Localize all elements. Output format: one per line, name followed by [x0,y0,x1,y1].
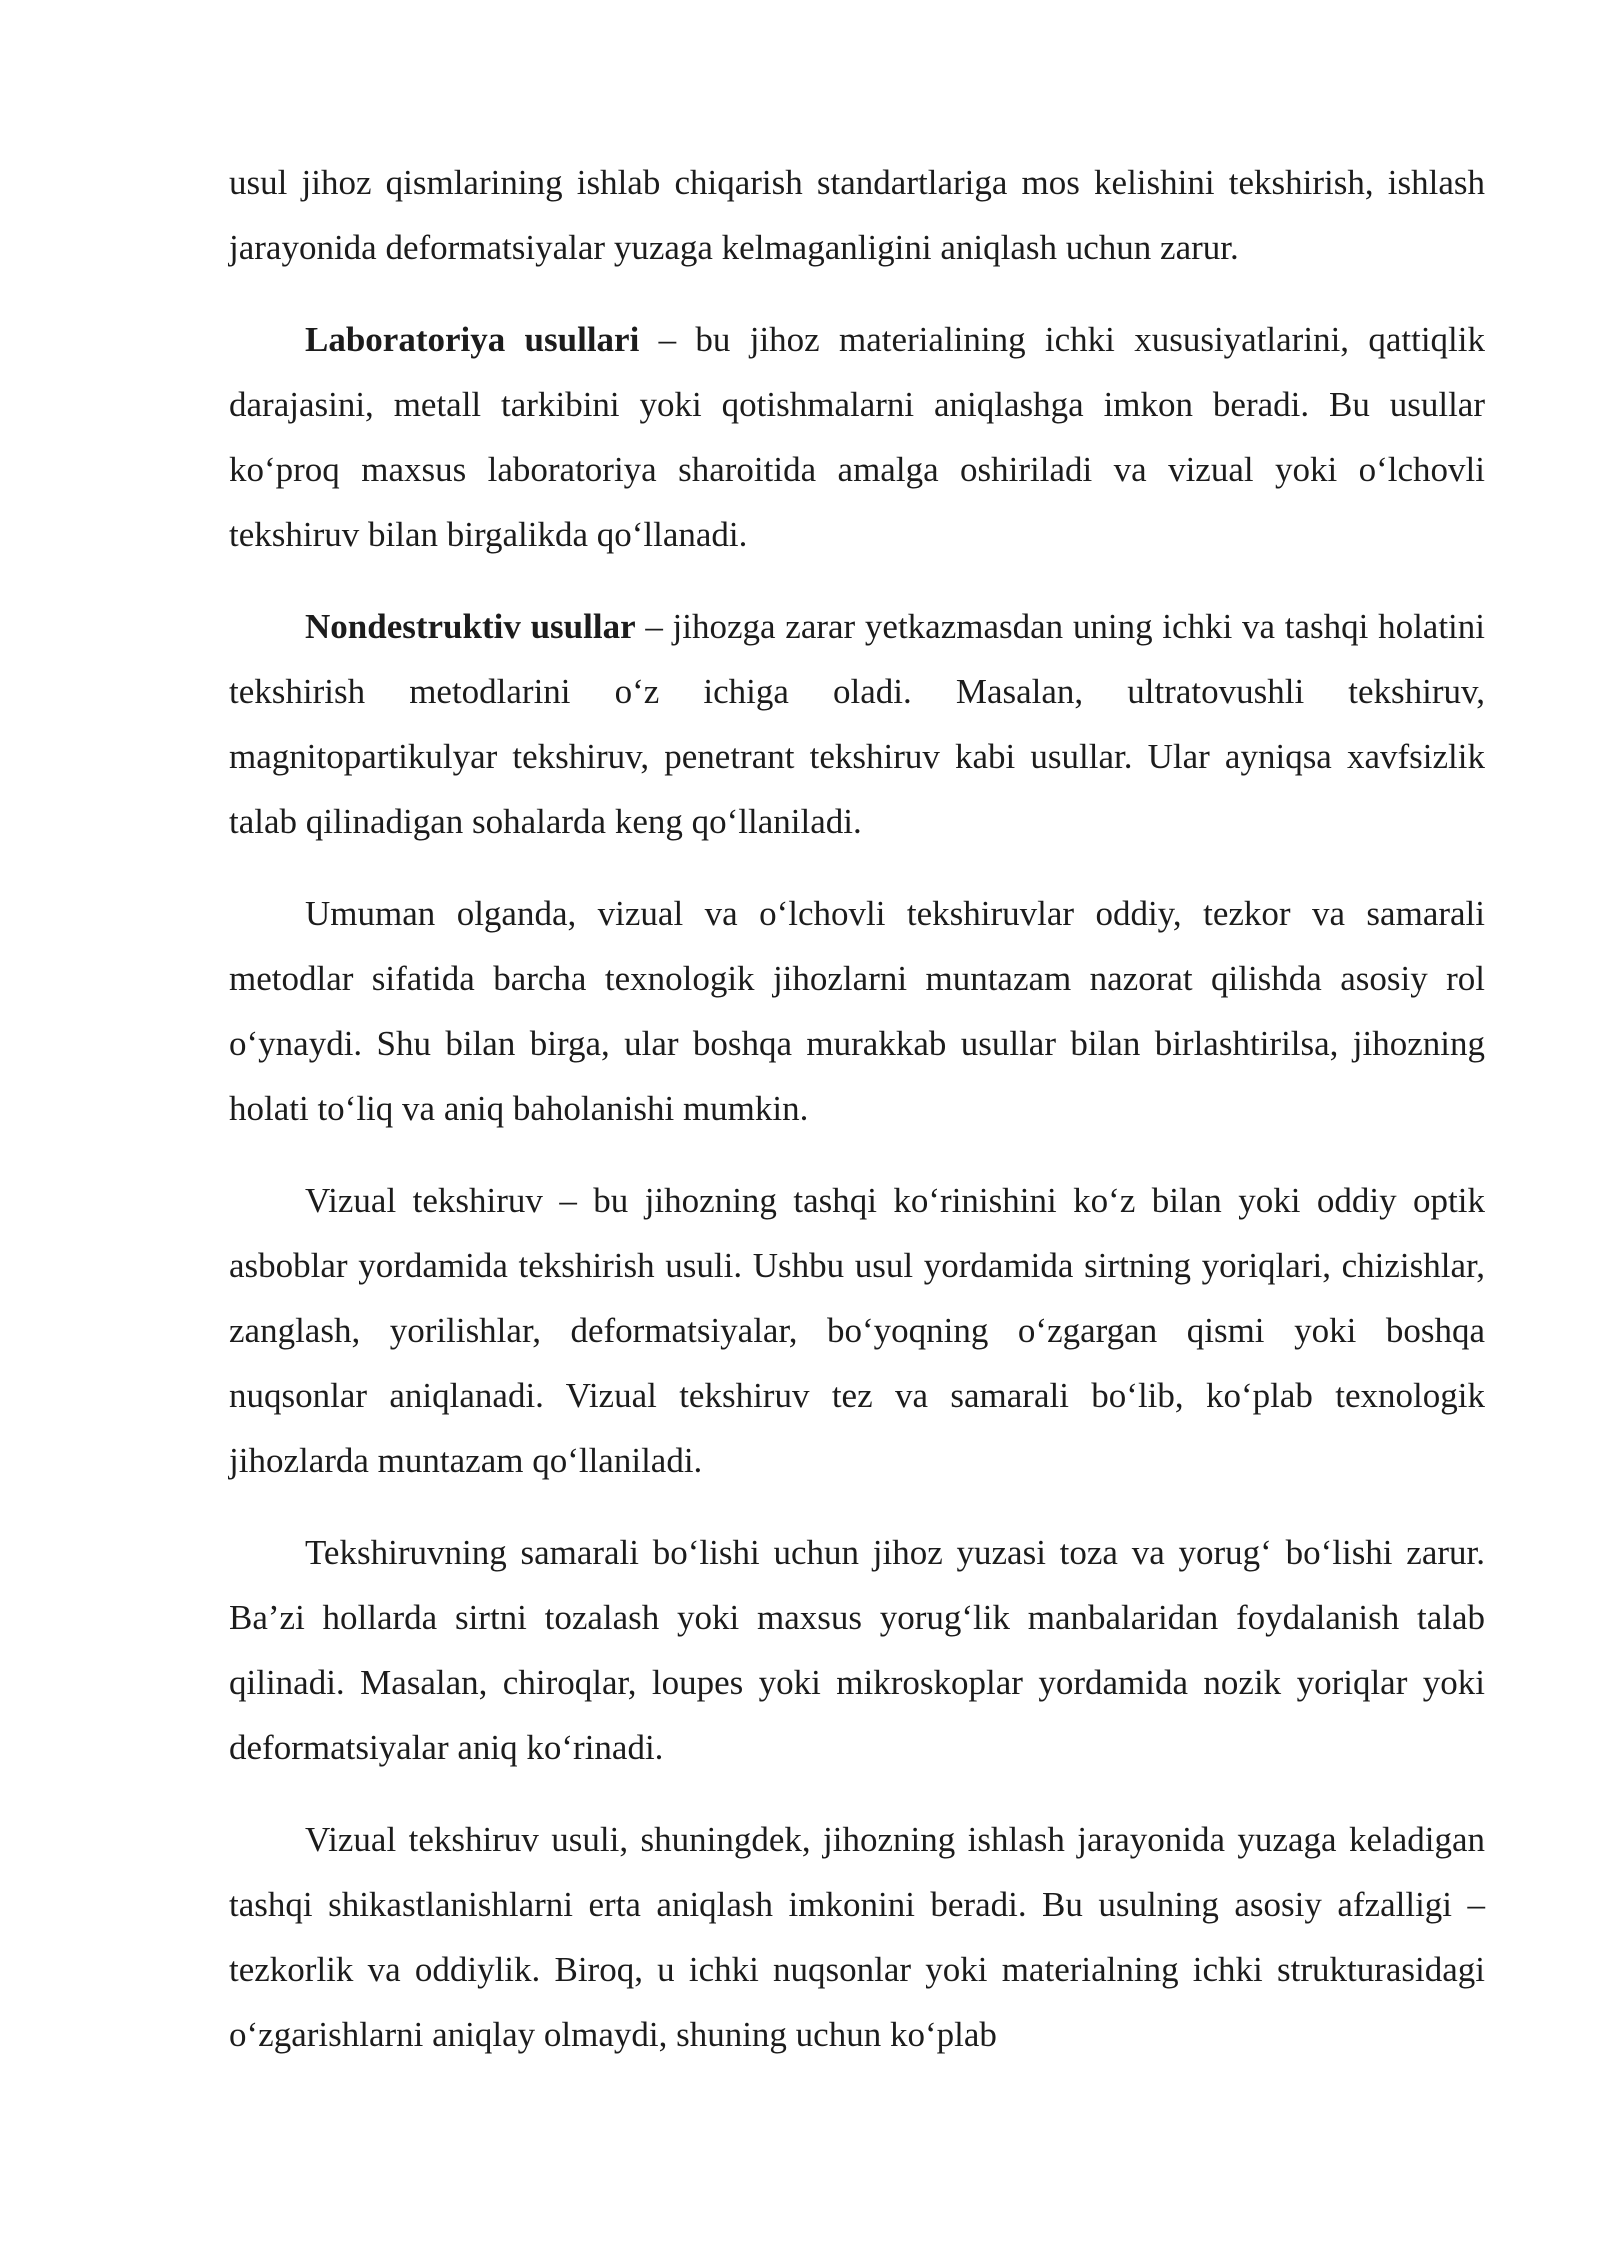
paragraph-laboratoriya-usullari [229,307,1485,567]
paragraph-6 [229,1520,1485,1780]
paragraph-5-text: Vizual tekshiruv – bu jihozning tashqi ko‘rinishini ko‘z bilan yoki oddiy optik asboblar yordamida tekshirish usuli. Ushbu usul yordamida sirtning yoriqlari, chizishlar, zanglash, yorilishlar, deformatsiyalar, bo‘yoqning o‘zgargan qismi yoki boshqa nuqsonlar aniqlanadi. Vizual tekshiruv tez va samarali bo‘lib, ko‘plab texnologik jihozlarda muntazam qo‘llaniladi. [229,1181,1485,1480]
paragraph-4-text: Umuman olganda, vizual va o‘lchovli tekshiruvlar oddiy, tezkor va samarali metodlar sifatida barcha texnologik jihozlarni muntazam nazorat qilishda asosiy rol o‘ynaydi. Shu bilan birga, ular boshqa murakkab usullar bilan birlashtirilsa, jihozning holati to‘liq va aniq baholanishi mumkin. [229,894,1485,1128]
paragraph-nondestruktiv-usullar [229,594,1485,854]
paragraph-7-text: Vizual tekshiruv usuli, shuningdek, jihozning ishlash jarayonida yuzaga keladigan tashqi shikastlanishlarni erta aniqlash imkonini beradi. Bu usulning asosiy afzalligi – tezkorlik va oddiylik. Biroq, u ichki nuqsonlar yoki materialning ichki strukturasidagi o‘zgarishlarni aniqlay olmaydi, shuning uchun ko‘plab [229,1820,1485,2054]
paragraph-4 [229,881,1485,1141]
paragraph-6-text: Tekshiruvning samarali bo‘lishi uchun jihoz yuzasi toza va yorug‘ bo‘lishi zarur. Ba’zi hollarda sirtni tozalash yoki maxsus yorug‘lik manbalaridan foydalanish talab qilinadi. Masalan, chiroqlar, loupes yoki mikroskoplar yordamida nozik yoriqlar yoki deformatsiyalar aniq ko‘rinadi. [229,1533,1485,1767]
paragraph-2-text: – bu jihoz materialining ichki xususiyatlarini, qattiqlik darajasini, metall tarkibini yoki qotishmalarni aniqlashga imkon beradi. Bu usullar ko‘proq maxsus laboratoriya sharoitida amalga oshiriladi va vizual yoki o‘lchovli tekshiruv bilan birgalikda qo‘llanadi. [229,320,1485,554]
document-body [229,150,1485,2094]
paragraph-1-text: usul jihoz qismlarining ishlab chiqarish standartlariga mos kelishini tekshirish, ishlash jarayonida deformatsiyalar yuzaga kelmaganligini aniqlash uchun zarur. [229,163,1485,267]
paragraph-3-text: – jihozga zarar yetkazmasdan uning ichki va tashqi holatini tekshirish metodlarini o‘z ichiga oladi. Masalan, ultratovushli tekshiruv, magnitopartikulyar tekshiruv, penetrant tekshiruv kabi usullar. Ular ayniqsa xavfsizlik talab qilinadigan sohalarda keng qo‘llaniladi. [229,607,1486,841]
paragraph-5 [229,1168,1485,1493]
term-laboratoriya-usullari: Laboratoriya usullari [305,320,640,359]
paragraph-7 [229,1807,1485,2067]
paragraph-1 [229,150,1485,280]
term-nondestruktiv-usullar: Nondestruktiv usullar [305,607,636,646]
